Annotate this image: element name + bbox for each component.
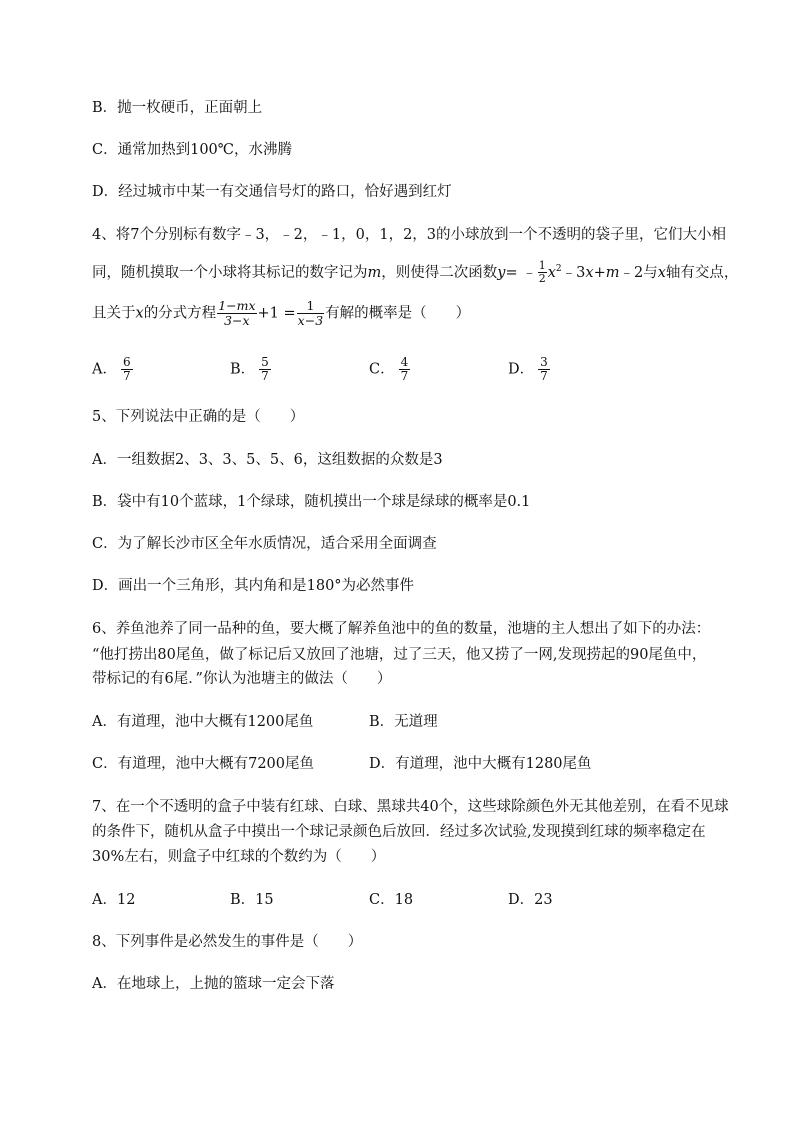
fraction-denominator: 7 xyxy=(261,369,269,383)
q8-stem: 8、下列事件是必然发生的事件是（ ） xyxy=(92,934,363,950)
option-label: A． xyxy=(92,361,117,378)
q3-option-c: C．通常加热到100℃，水沸腾 xyxy=(92,142,292,158)
q4-func-y: y xyxy=(497,264,506,281)
q7-option-b: B．15 xyxy=(230,892,274,908)
q6-option-a: A．有道理，池中大概有1200尾鱼 xyxy=(92,714,314,730)
q4-stem-line1: 4、将7个分别标有数字﹣3，﹣2，﹣1，0，1，2，3的小球放到一个不透明的袋子里，它们大小相 xyxy=(92,227,727,243)
q6-option-b: B．无道理 xyxy=(369,714,438,730)
q3-option-d: D．经过城市中某一有交通信号灯的路口，恰好遇到红灯 xyxy=(92,184,452,200)
q4-text: ，则使得二次函数 xyxy=(381,264,498,281)
fraction-numerator: 6 xyxy=(122,355,131,369)
q4-stem-line3 xyxy=(92,299,470,328)
fraction-denominator: x−3 xyxy=(297,313,324,328)
q4-func-text: ﹣2与 xyxy=(619,264,658,281)
q4-option-d xyxy=(508,356,550,383)
option-fraction xyxy=(538,356,550,383)
fraction-denominator: 2 xyxy=(538,272,546,286)
q4-func-exponent: 2 xyxy=(555,264,562,274)
fraction-denominator: 7 xyxy=(122,369,131,383)
q7-stem-line1: 7、在一个不透明的盒子中装有红球、白球、黑球共40个，这些球除颜色外无其他差别，在看不见球 xyxy=(92,799,729,815)
q6-option-d: D．有道理，池中大概有1280尾鱼 xyxy=(369,756,592,772)
q7-stem-line2: 的条件下，随机从盒子中摸出一个球记录颜色后放回．经过多次试验,发现摸到红球的频率稳定在 xyxy=(92,824,706,840)
q5-option-a: A．一组数据2、3、3、5、5、6，这组数据的众数是3 xyxy=(92,452,443,468)
q4-func-x: x xyxy=(585,264,594,281)
q5-option-b: B．袋中有10个蓝球，1个绿球，随机摸出一个球是绿球的概率是0.1 xyxy=(92,494,531,510)
q4-option-c xyxy=(369,356,410,383)
q4-func-m: m xyxy=(605,264,620,281)
q6-stem-line2: “他打捞出80尾鱼，做了标记后又放回了池塘，过了三天，他又捞了一网,发现捞起的90尾鱼中， xyxy=(92,647,707,663)
q4-var-x: x xyxy=(135,305,144,322)
option-fraction xyxy=(259,356,271,383)
q7-option-d: D．23 xyxy=(508,892,553,908)
fraction-numerator: 1 xyxy=(538,259,546,273)
q4-equation-mid: +1 = xyxy=(257,305,296,322)
q4-text: 轴有交点， xyxy=(665,264,739,281)
q4-half-fraction xyxy=(538,260,547,285)
q4-option-a xyxy=(92,356,133,383)
q7-option-a: A．12 xyxy=(92,892,136,908)
option-label: D． xyxy=(508,361,535,378)
q5-option-d: D．画出一个三角形，其内角和是180°为必然事件 xyxy=(92,578,415,594)
q4-option-b xyxy=(230,356,271,383)
q7-stem-line3: 30%左右，则盒子中红球的个数约为（ ） xyxy=(92,849,386,865)
fraction-numerator: 4 xyxy=(400,355,409,369)
q4-var-m: m xyxy=(367,264,382,281)
q4-equation-lhs-fraction xyxy=(217,299,256,328)
option-label: C． xyxy=(369,361,395,378)
fraction-numerator: 5 xyxy=(261,355,269,369)
option-fraction xyxy=(399,356,411,383)
q5-stem: 5、下列说法中正确的是（ ） xyxy=(92,409,305,425)
fraction-denominator: 7 xyxy=(540,369,548,383)
q4-stem-line2 xyxy=(92,258,738,285)
q7-option-c: C．18 xyxy=(369,892,414,908)
fraction-denominator: 7 xyxy=(400,369,409,383)
q4-text: 有解的概率是（ ） xyxy=(325,305,471,322)
q5-option-c: C．为了解长沙市区全年水质情况，适合采用全面调查 xyxy=(92,536,437,552)
fraction-denominator: 3−x xyxy=(224,313,250,328)
fraction-numerator: 1 xyxy=(297,299,324,314)
q4-text: 的分式方程 xyxy=(143,305,217,322)
q4-text: 且关于 xyxy=(92,305,136,322)
q4-func-text: + xyxy=(593,264,606,281)
fraction-numerator: 1−mx xyxy=(218,298,256,313)
q4-func-text: ﹣3 xyxy=(561,264,586,281)
q3-option-b: B．抛一枚硬币，正面朝上 xyxy=(92,100,263,116)
option-label: B． xyxy=(230,361,256,378)
fraction-numerator: 3 xyxy=(540,355,548,369)
q4-func-eq: = ﹣ xyxy=(505,264,537,281)
q4-text: 同，随机摸取一个小球将其标记的数字记为 xyxy=(92,264,368,281)
q8-option-a: A．在地球上，上抛的篮球一定会下落 xyxy=(92,976,335,992)
option-fraction xyxy=(121,356,133,383)
q4-x-axis-var: x xyxy=(657,264,666,281)
q4-func-x2: x xyxy=(547,264,556,281)
q4-equation-rhs-fraction xyxy=(297,299,324,328)
q6-stem-line1: 6、养鱼池养了同一品种的鱼，要大概了解养鱼池中的鱼的数量，池塘的主人想出了如下的办法： xyxy=(92,621,711,637)
q6-option-c: C．有道理，池中大概有7200尾鱼 xyxy=(92,756,314,772)
q6-stem-line3: 带标记的有6尾．”你认为池塘主的做法（ ） xyxy=(92,671,392,687)
